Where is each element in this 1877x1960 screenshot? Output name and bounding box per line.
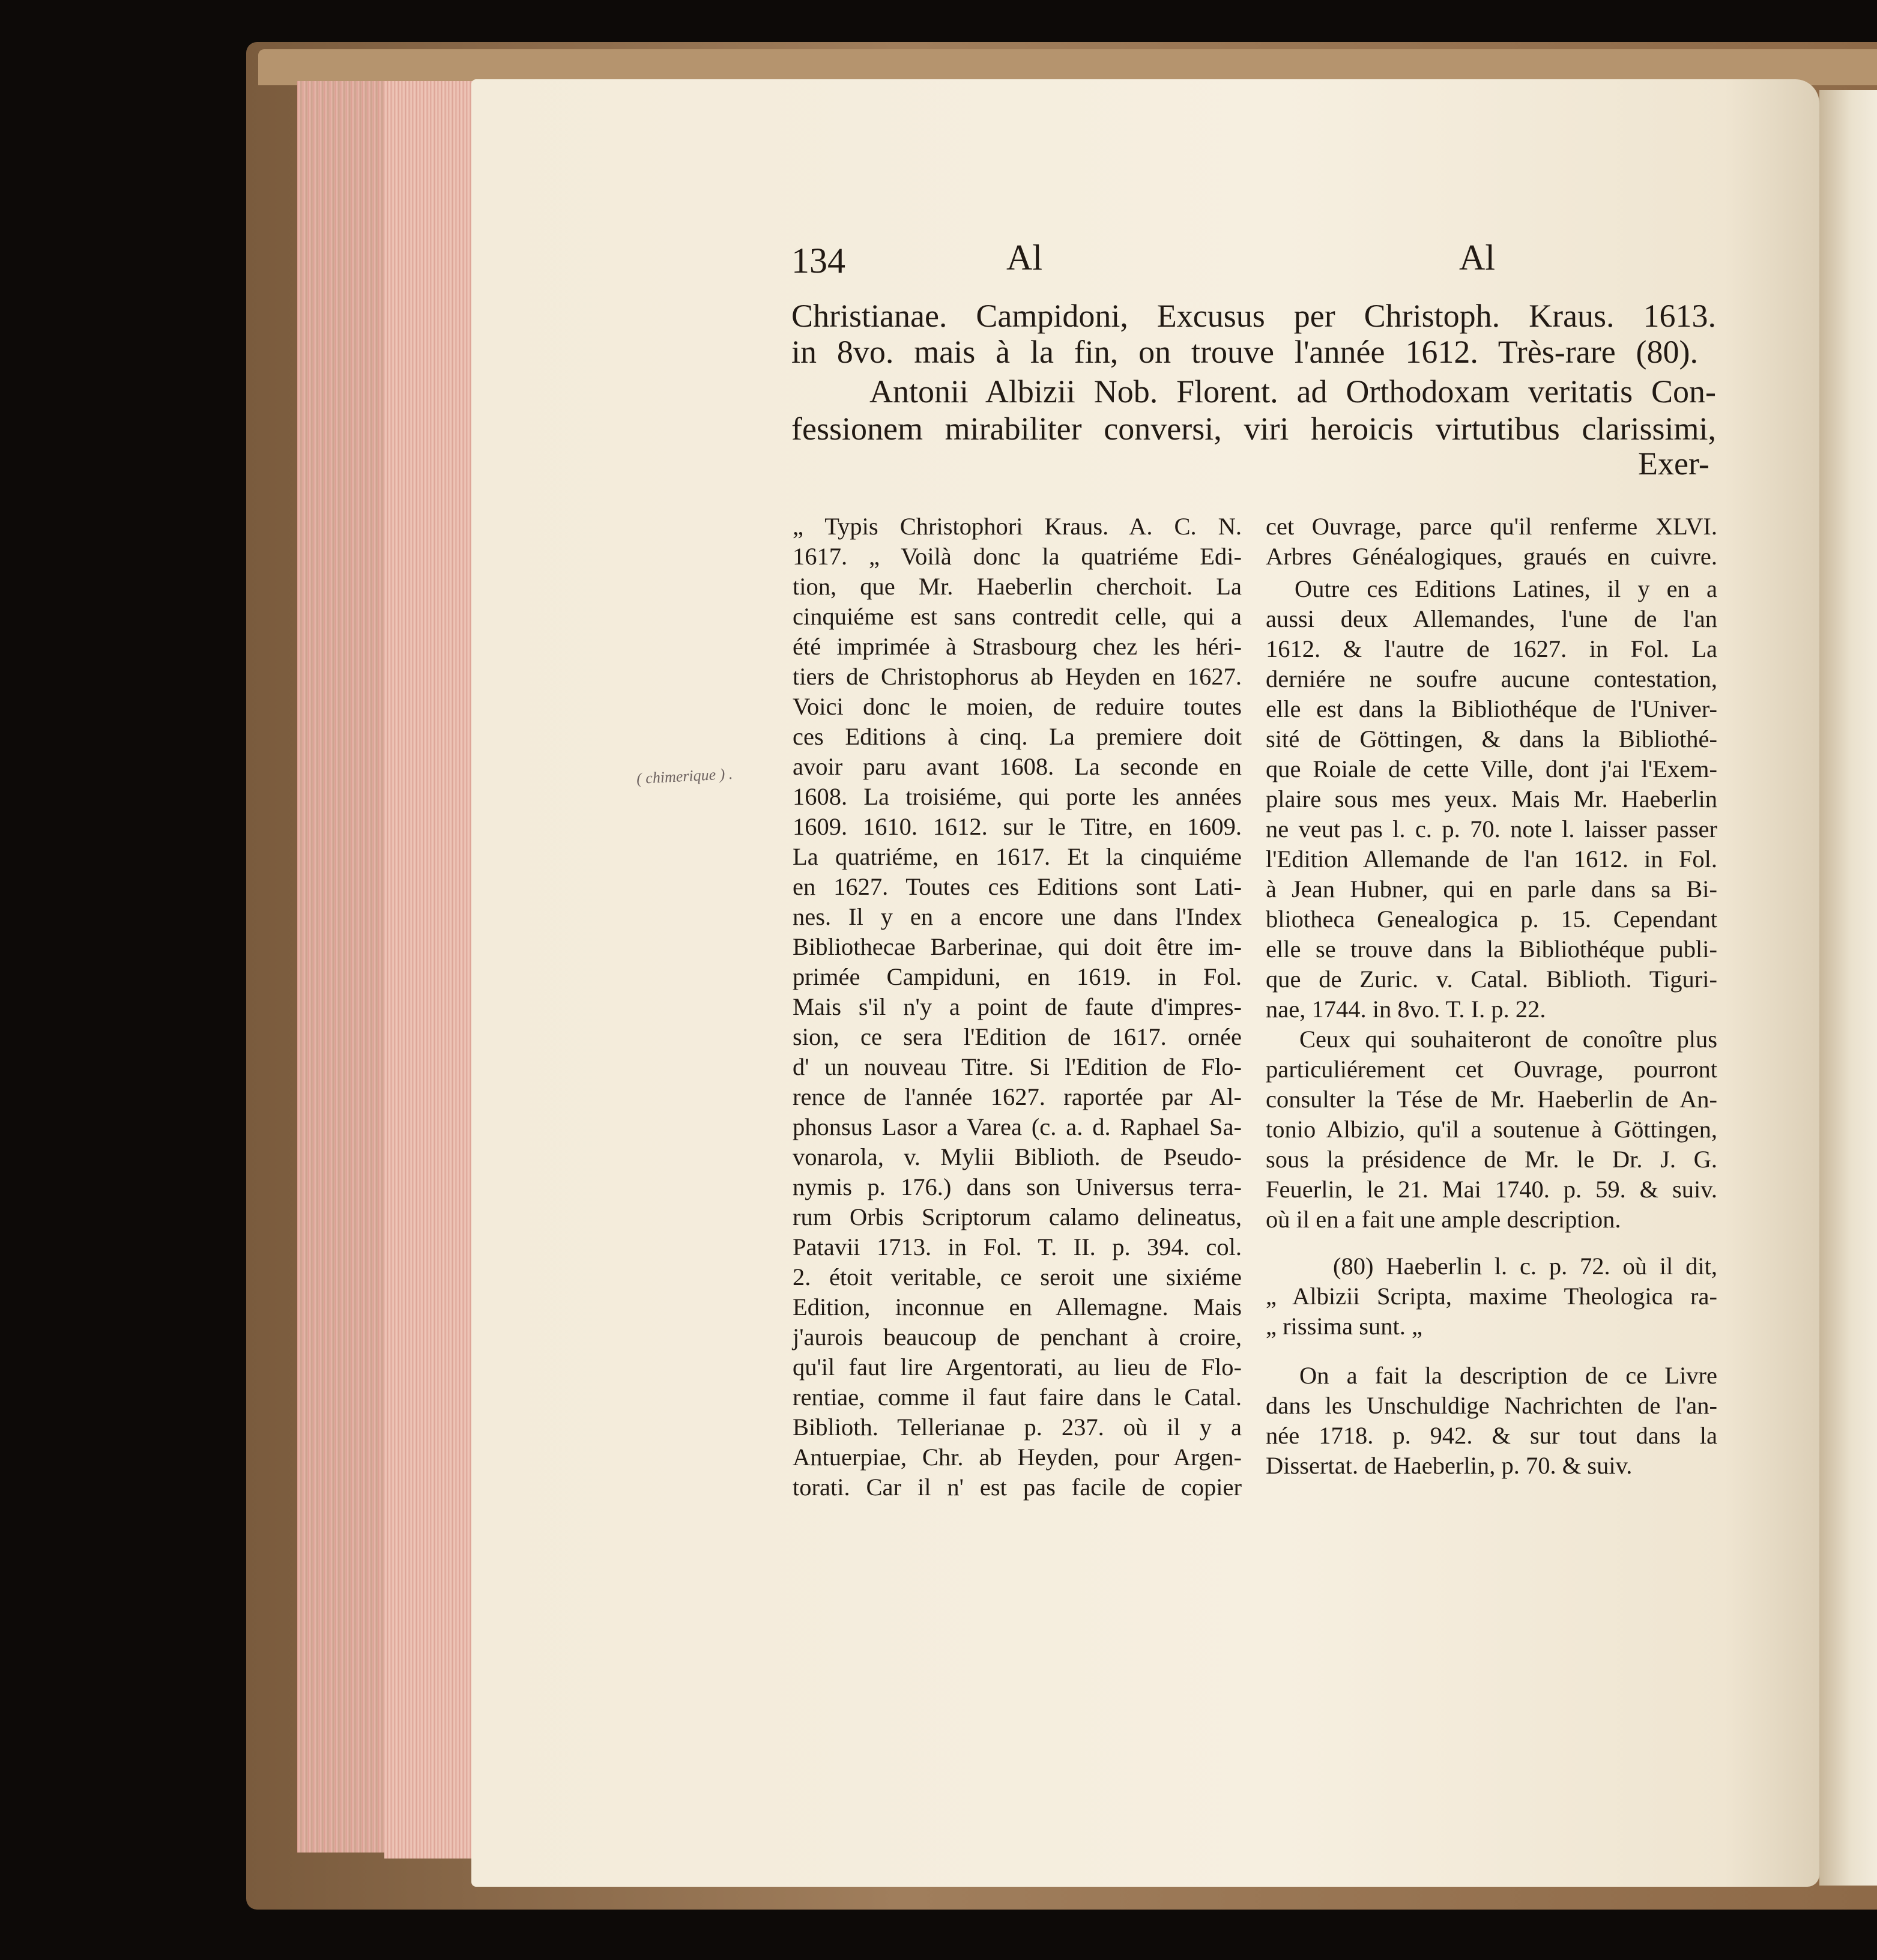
right-line: née 1718. p. 942. & sur tout dans la [1266, 1422, 1717, 1449]
left-line: 1609. 1610. 1612. sur le Titre, en 1609. [793, 813, 1242, 840]
footnote-line: „ Albizii Scripta, maxime Theologica ra- [1266, 1283, 1717, 1310]
left-line: en 1627. Toutes ces Editions sont Lati- [793, 873, 1242, 900]
right-line: Outre ces Editions Latines, il y en a [1295, 575, 1717, 602]
right-line: à Jean Hubner, qui en parle dans sa Bi- [1266, 876, 1717, 903]
right-line: tonio Albizio, qu'il a soutenue à Göttingen, [1266, 1116, 1717, 1143]
left-line: été imprimée à Strasbourg chez les héri- [793, 633, 1242, 660]
right-line: plaire sous mes yeux. Mais Mr. Haeberlin [1266, 785, 1717, 812]
right-line: sous la présidence de Mr. le Dr. J. G. [1266, 1146, 1717, 1173]
handwritten-margin-note: ( chimerique ) . [636, 764, 733, 788]
page-number: 134 [791, 241, 845, 280]
left-line: d' un nouveau Titre. Si l'Edition de Flo- [793, 1053, 1242, 1080]
left-line: tion, que Mr. Haeberlin cherchoit. La [793, 573, 1242, 600]
right-line: elle se trouve dans la Bibliothéque publi- [1266, 936, 1717, 963]
right-line: l'Edition Allemande de l'an 1612. in Fol. [1266, 845, 1717, 873]
right-line: 1612. & l'autre de 1627. in Fol. La [1266, 635, 1717, 662]
footnote-line: „ rissima sunt. „ [1266, 1313, 1422, 1340]
right-line: cet Ouvrage, parce qu'il renferme XLVI. [1266, 513, 1717, 540]
top-text-line: in 8vo. mais à la fin, on trouve l'année 1612. Très-rare (80). [791, 334, 1698, 370]
right-line: Feuerlin, le 21. Mai 1740. p. 59. & suiv. [1266, 1176, 1717, 1203]
left-line: rentiae, comme il faut faire dans le Catal. [793, 1384, 1242, 1411]
left-line: sion, ce sera l'Edition de 1617. ornée [793, 1023, 1242, 1050]
left-line: avoir paru avant 1608. La seconde en [793, 753, 1242, 780]
left-line: j'aurois beaucoup de penchant à croire, [793, 1323, 1242, 1351]
left-line: rence de l'année 1627. raportée par Al- [793, 1083, 1242, 1110]
left-line: Patavii 1713. in Fol. T. II. p. 394. col. [793, 1233, 1242, 1260]
left-line: torati. Car il n' est pas facile de copier [793, 1474, 1242, 1501]
running-head-right: Al [1459, 238, 1495, 277]
left-line: vonarola, v. Mylii Biblioth. de Pseudo- [793, 1143, 1242, 1170]
left-line: Bibliothecae Barberinae, qui doit être im- [793, 933, 1242, 960]
left-line: Edition, inconnue en Allemagne. Mais [793, 1293, 1242, 1320]
right-line: que Roiale de cette Ville, dont j'ai l'Exem- [1266, 755, 1717, 782]
left-line: 1617. „ Voilà donc la quatriéme Edi- [793, 543, 1242, 570]
left-line: cinquiéme est sans contredit celle, qui a [793, 603, 1242, 630]
running-head-left: Al [1006, 238, 1042, 277]
left-line: Biblioth. Tellerianae p. 237. où il y a [793, 1414, 1242, 1441]
left-line: „ Typis Christophori Kraus. A. C. N. [793, 513, 1242, 540]
left-line: nymis p. 176.) dans son Universus terra- [793, 1173, 1242, 1200]
left-line: primée Campiduni, en 1619. in Fol. [793, 963, 1242, 990]
left-line: rum Orbis Scriptorum calamo delineatus, [793, 1203, 1242, 1230]
right-column [1266, 512, 1717, 1481]
top-text-line: Christianae. Campidoni, Excusus per Christoph. Kraus. 1613. [791, 298, 1716, 334]
right-line: ne veut pas l. c. p. 70. note l. laisser passer [1266, 815, 1717, 842]
left-line: ces Editions à cinq. La premiere doit [793, 723, 1242, 750]
left-line: qu'il faut lire Argentorati, au lieu de Flo- [793, 1354, 1242, 1381]
page-fore-edge-inner [384, 81, 480, 1859]
left-line: Mais s'il n'y a point de faute d'impres- [793, 993, 1242, 1020]
left-line: Voici donc le moien, de reduire toutes [793, 693, 1242, 720]
top-text-line: Antonii Albizii Nob. Florent. ad Orthodoxam veritatis Con- [869, 374, 1716, 410]
right-line: nae, 1744. in 8vo. T. I. p. 22. [1266, 996, 1546, 1023]
right-line: consulter la Tése de Mr. Haeberlin de An- [1266, 1086, 1717, 1113]
left-line: nes. Il y en a encore une dans l'Index [793, 903, 1242, 930]
left-line: Antuerpiae, Chr. ab Heyden, pour Argen- [793, 1444, 1242, 1471]
left-line: tiers de Christophorus ab Heyden en 1627. [793, 663, 1242, 690]
right-line: où il en a fait une ample description. [1266, 1206, 1621, 1233]
right-line: sité de Göttingen, & dans la Bibliothé- [1266, 725, 1717, 752]
right-line: Dissertat. de Haeberlin, p. 70. & suiv. [1266, 1452, 1633, 1479]
left-line: La quatriéme, en 1617. Et la cinquiéme [793, 843, 1242, 870]
catchword: Exer- [1638, 446, 1709, 482]
left-line: 1608. La troisiéme, qui porte les années [793, 783, 1242, 810]
right-line: que de Zuric. v. Catal. Biblioth. Tiguri- [1266, 966, 1717, 993]
right-line: On a fait la description de ce Livre [1299, 1362, 1717, 1389]
right-line: elle est dans la Bibliothéque de l'Univer- [1266, 695, 1717, 722]
right-line: Ceux qui souhaiteront de conoître plus [1299, 1026, 1717, 1053]
top-text-line: fessionem mirabiliter conversi, viri heroicis virtutibus clarissimi, [791, 411, 1716, 447]
left-line: 2. étoit veritable, ce seroit une sixiéme [793, 1263, 1242, 1290]
footnote-line: (80) Haeberlin l. c. p. 72. où il dit, [1333, 1253, 1717, 1280]
right-line: particuliérement cet Ouvrage, pourront [1266, 1056, 1717, 1083]
right-line: Arbres Généalogiques, graués en cuivre. [1266, 543, 1717, 570]
facing-page-edge [1819, 90, 1877, 1886]
right-line: derniére ne soufre aucune contestation, [1266, 665, 1717, 692]
right-line: aussi deux Allemandes, l'une de l'an [1266, 605, 1717, 632]
left-column [793, 512, 1242, 1502]
right-line: dans les Unschuldige Nachrichten de l'an- [1266, 1392, 1717, 1419]
left-line: phonsus Lasor a Varea (c. a. d. Raphael Sa- [793, 1113, 1242, 1140]
right-line: bliotheca Genealogica p. 15. Cependant [1266, 906, 1717, 933]
